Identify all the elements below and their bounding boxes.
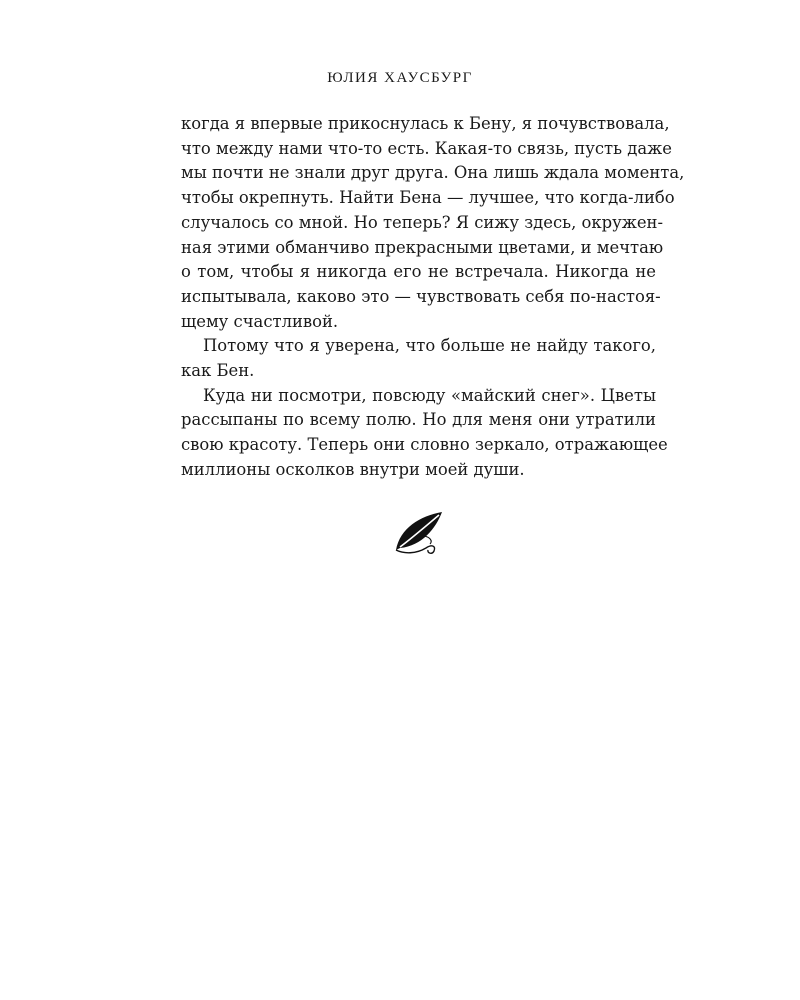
text-line: щему счастливой. — [181, 311, 339, 331]
text-line: свою красоту. Теперь они словно зеркало, отражающее — [181, 435, 668, 455]
text-line: Куда ни посмотри, повсюду «майский снег». Цветы — [203, 385, 656, 405]
text-line: Потому что я уверена, что больше не найду такого, — [203, 336, 656, 356]
running-head: ЮЛИЯ ХАУСБУРГ — [327, 70, 473, 86]
text-line: миллионы осколков внутри моей души. — [181, 459, 525, 479]
text-line: о том, чтобы я никогда его не встречала. Никогда не — [181, 262, 656, 282]
text-line: как Бен. — [181, 361, 255, 381]
text-line: ная этими обманчиво прекрасными цветами, и мечтаю — [181, 237, 664, 257]
body-text — [181, 112, 685, 483]
text-line: мы почти не знали друг друга. Она лишь ждала момента, — [181, 163, 685, 183]
text-line: испытывала, каково это — чувствовать себя по-настоя- — [181, 286, 661, 306]
text-line: когда я впервые прикоснулась к Бену, я почувствовала, — [181, 114, 670, 133]
text-line: чтобы окрепнуть. Найти Бена — лучшее, что когда-либо — [181, 188, 675, 208]
text-line: рассыпаны по всему полю. Но для меня они утратили — [181, 410, 656, 430]
text-line: что между нами что-то есть. Какая-то связь, пусть даже — [181, 138, 672, 158]
text-line: случалось со мной. Но теперь? Я сижу здесь, окружен- — [181, 212, 663, 232]
leaf-ornament-icon — [390, 506, 448, 558]
